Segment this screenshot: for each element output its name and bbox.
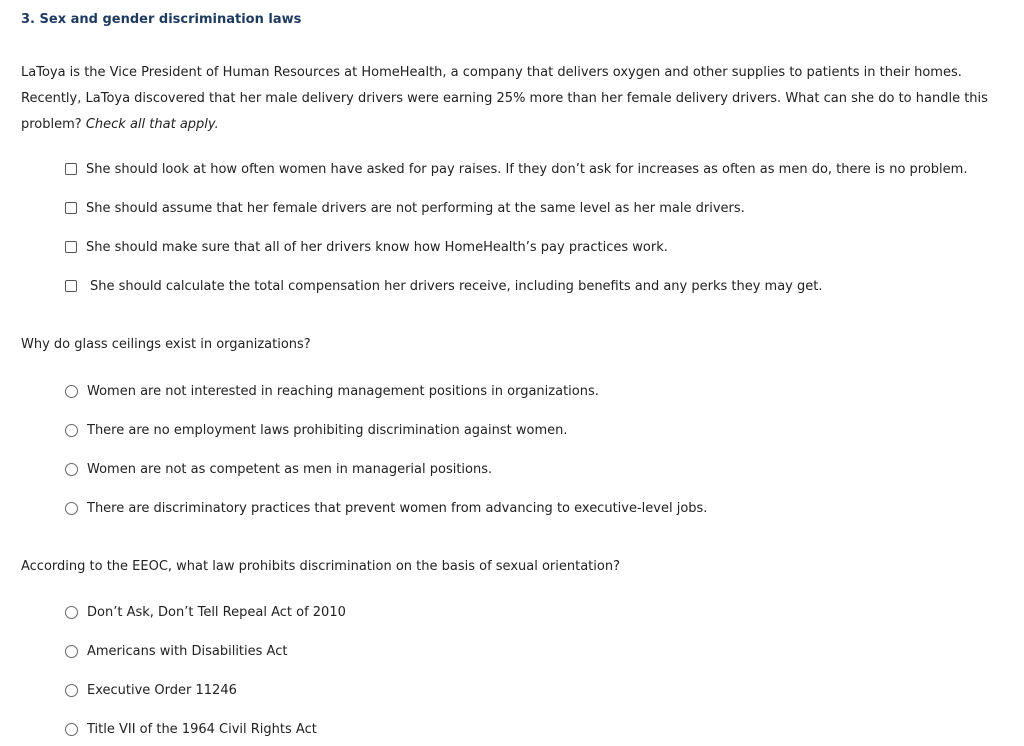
question-intro [21, 60, 1011, 138]
radio-icon[interactable] [65, 385, 78, 398]
intro-instruction: Check all that apply. [85, 117, 219, 132]
q3-option-4[interactable] [65, 719, 317, 739]
checkbox-icon[interactable] [65, 280, 77, 292]
q3-option-2-label: Americans with Disabilities Act [87, 643, 288, 659]
radio-icon[interactable] [65, 684, 78, 697]
q1-option-3-label: She should make sure that all of her drivers know how HomeHealth’s pay practices work. [86, 239, 668, 255]
q1-option-1-label: She should look at how often women have asked for pay raises. If they don’t ask for increases as often as men do, there is no problem. [86, 161, 968, 177]
q2-option-3-label: Women are not as competent as men in managerial positions. [87, 461, 493, 477]
q1-option-1[interactable] [65, 159, 967, 179]
radio-icon[interactable] [65, 645, 78, 658]
radio-icon[interactable] [65, 463, 78, 476]
radio-icon[interactable] [65, 606, 78, 619]
intro-text: LaToya is the Vice President of Human Resources at HomeHealth, a company that delivers oxygen and other supplies to patients in their homes. Recently, LaToya discovered that her male delivery drivers were earning 25% more than her female delivery drivers. What can she do to handle this problem? [21, 65, 988, 132]
q3-option-4-label: Title VII of the 1964 Civil Rights Act [87, 721, 317, 737]
checkbox-icon[interactable] [65, 202, 77, 214]
radio-icon[interactable] [65, 502, 78, 515]
q2-option-1[interactable] [65, 381, 599, 401]
q2-option-4-label: There are discriminatory practices that prevent women from advancing to executive-level jobs. [87, 500, 708, 516]
q3-question: According to the EEOC, what law prohibits discrimination on the basis of sexual orientation? [21, 559, 620, 574]
q2-option-2-label: There are no employment laws prohibiting discrimination against women. [87, 422, 568, 438]
q2-option-1-label: Women are not interested in reaching management positions in organizations. [87, 383, 599, 399]
q3-option-2[interactable] [65, 641, 287, 661]
checkbox-icon[interactable] [65, 241, 77, 253]
q2-option-2[interactable] [65, 420, 568, 440]
q1-option-3[interactable] [65, 237, 668, 257]
checkbox-icon[interactable] [65, 163, 77, 175]
section-title: 3. Sex and gender discrimination laws [21, 12, 302, 27]
q1-option-4[interactable] [65, 276, 823, 296]
radio-icon[interactable] [65, 723, 78, 736]
q2-option-4[interactable] [65, 498, 707, 518]
q3-option-3-label: Executive Order 11246 [87, 682, 237, 698]
q3-option-3[interactable] [65, 680, 237, 700]
q1-option-4-label: She should calculate the total compensation her drivers receive, including benefits and any perks they may get. [90, 278, 823, 294]
q1-option-2[interactable] [65, 198, 745, 218]
q2-option-3[interactable] [65, 459, 492, 479]
q2-question: Why do glass ceilings exist in organizations? [21, 337, 311, 352]
q3-option-1[interactable] [65, 602, 346, 622]
q1-option-2-label: She should assume that her female drivers are not performing at the same level as her male drivers. [86, 200, 745, 216]
q3-option-1-label: Don’t Ask, Don’t Tell Repeal Act of 2010 [87, 604, 346, 620]
radio-icon[interactable] [65, 424, 78, 437]
